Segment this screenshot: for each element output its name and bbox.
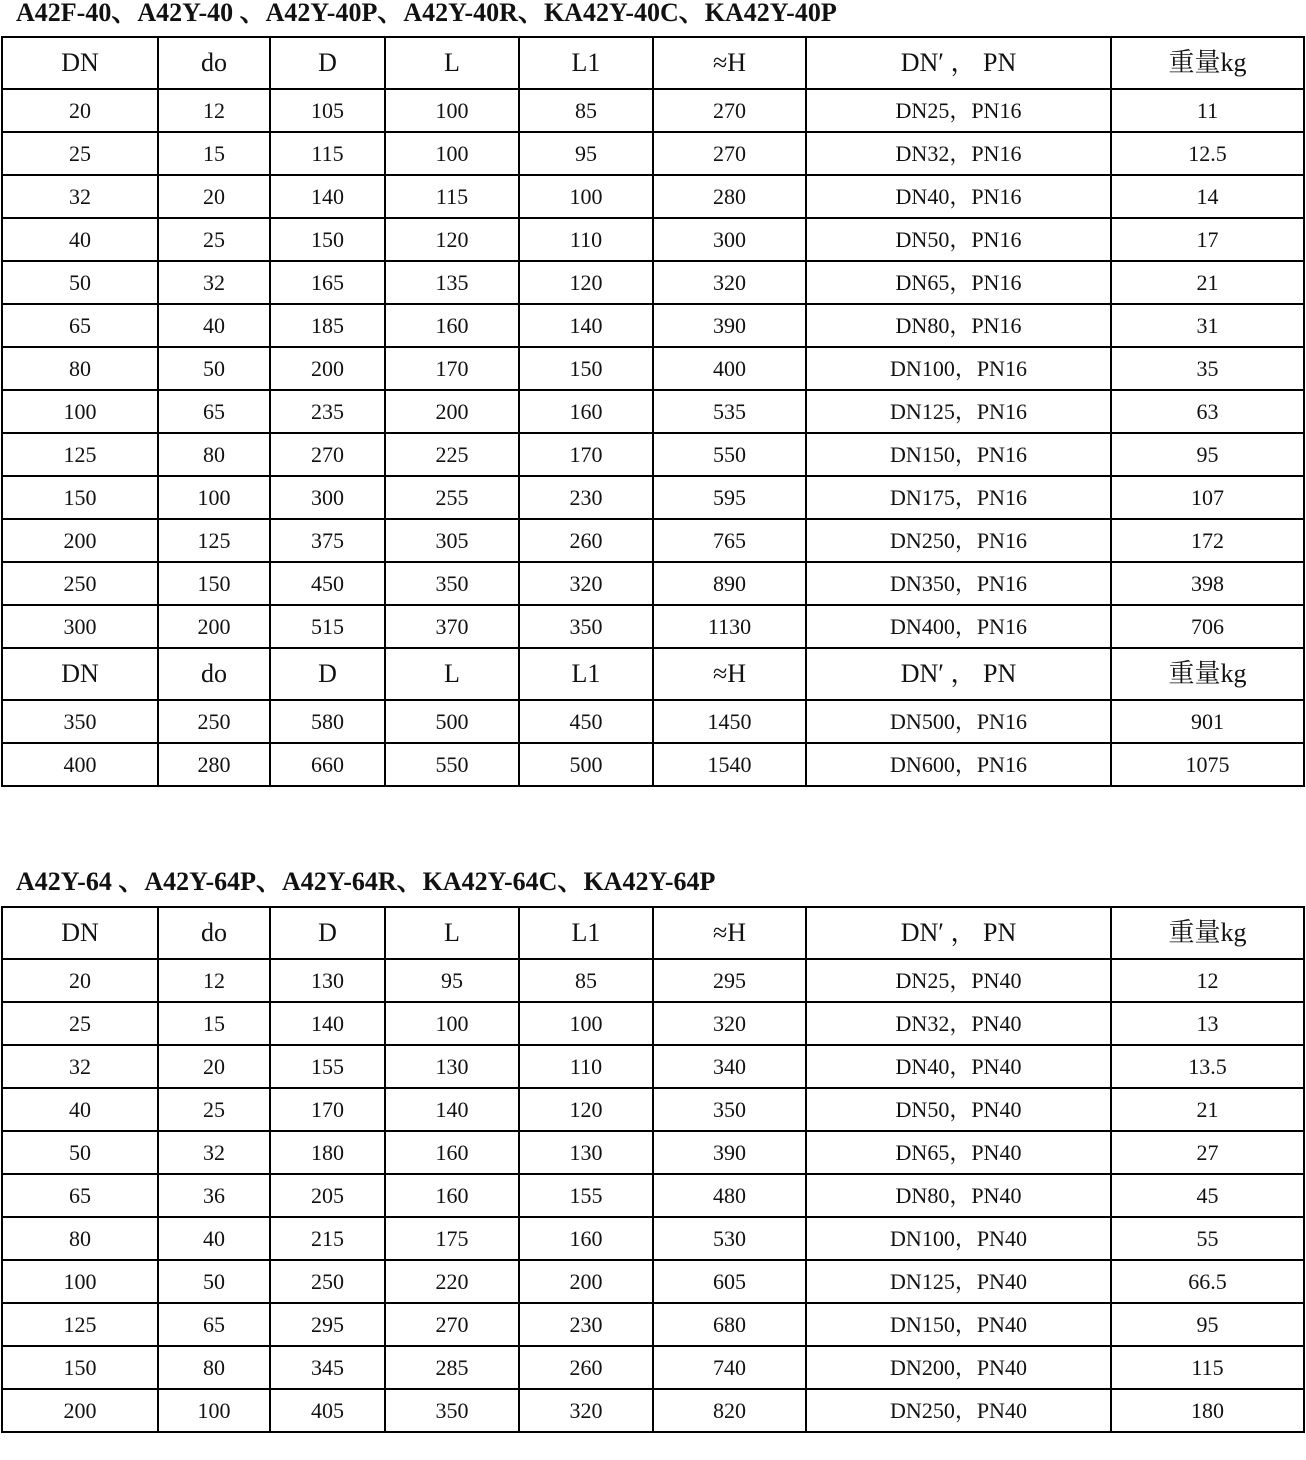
cell-l: 170 [385, 347, 519, 390]
cell-d: 250 [270, 1260, 385, 1303]
cell-connection: DN80，PN40 [806, 1174, 1111, 1217]
cell-dn: 20 [2, 959, 158, 1002]
header-cell-do: do [158, 37, 270, 89]
cell-weight: 21 [1111, 261, 1304, 304]
cell-l: 220 [385, 1260, 519, 1303]
cell-do: 12 [158, 89, 270, 132]
header-cell-h: ≈H [653, 648, 806, 700]
cell-do: 80 [158, 1346, 270, 1389]
header-cell-weight: 重量kg [1111, 37, 1304, 89]
cell-l1: 260 [519, 519, 653, 562]
cell-connection: DN600，PN16 [806, 743, 1111, 786]
cell-connection: DN80，PN16 [806, 304, 1111, 347]
cell-l1: 85 [519, 89, 653, 132]
cell-do: 32 [158, 1131, 270, 1174]
cell-d: 515 [270, 605, 385, 648]
cell-l: 160 [385, 304, 519, 347]
cell-h: 535 [653, 390, 806, 433]
cell-dn: 100 [2, 390, 158, 433]
cell-l: 350 [385, 562, 519, 605]
cell-connection: DN40，PN40 [806, 1045, 1111, 1088]
cell-d: 270 [270, 433, 385, 476]
header-cell-l: L [385, 648, 519, 700]
cell-d: 105 [270, 89, 385, 132]
cell-l: 350 [385, 1389, 519, 1432]
table-row [2, 1346, 1304, 1389]
cell-connection: DN200，PN40 [806, 1346, 1111, 1389]
cell-weight: 172 [1111, 519, 1304, 562]
cell-connection: DN250，PN16 [806, 519, 1111, 562]
header-cell-connection: DN′ ， PN [806, 648, 1111, 700]
cell-l: 225 [385, 433, 519, 476]
cell-d: 295 [270, 1303, 385, 1346]
cell-l: 130 [385, 1045, 519, 1088]
cell-h: 390 [653, 1131, 806, 1174]
cell-h: 550 [653, 433, 806, 476]
cell-h: 390 [653, 304, 806, 347]
cell-connection: DN500，PN16 [806, 700, 1111, 743]
cell-l: 95 [385, 959, 519, 1002]
cell-l1: 110 [519, 218, 653, 261]
cell-do: 250 [158, 700, 270, 743]
cell-d: 235 [270, 390, 385, 433]
table-row [2, 1260, 1304, 1303]
table-row [2, 175, 1304, 218]
cell-d: 165 [270, 261, 385, 304]
cell-dn: 150 [2, 1346, 158, 1389]
cell-do: 65 [158, 1303, 270, 1346]
cell-weight: 901 [1111, 700, 1304, 743]
cell-l: 270 [385, 1303, 519, 1346]
spec-table-pn64 [1, 906, 1305, 1433]
cell-connection: DN150，PN16 [806, 433, 1111, 476]
header-cell-l1: L1 [519, 648, 653, 700]
cell-l: 100 [385, 1002, 519, 1045]
table-header-row [2, 907, 1304, 959]
cell-do: 40 [158, 304, 270, 347]
table-row [2, 1131, 1304, 1174]
cell-weight: 21 [1111, 1088, 1304, 1131]
cell-weight: 35 [1111, 347, 1304, 390]
cell-do: 280 [158, 743, 270, 786]
header-cell-dn: DN [2, 37, 158, 89]
cell-l1: 230 [519, 476, 653, 519]
table-row [2, 390, 1304, 433]
cell-do: 20 [158, 175, 270, 218]
cell-l: 255 [385, 476, 519, 519]
cell-do: 100 [158, 476, 270, 519]
header-cell-weight: 重量kg [1111, 648, 1304, 700]
cell-l: 305 [385, 519, 519, 562]
cell-dn: 100 [2, 1260, 158, 1303]
cell-d: 155 [270, 1045, 385, 1088]
cell-d: 580 [270, 700, 385, 743]
cell-weight: 17 [1111, 218, 1304, 261]
cell-weight: 45 [1111, 1174, 1304, 1217]
cell-h: 530 [653, 1217, 806, 1260]
cell-h: 595 [653, 476, 806, 519]
cell-do: 200 [158, 605, 270, 648]
cell-do: 150 [158, 562, 270, 605]
cell-l1: 350 [519, 605, 653, 648]
cell-d: 170 [270, 1088, 385, 1131]
cell-h: 340 [653, 1045, 806, 1088]
cell-l: 100 [385, 89, 519, 132]
cell-weight: 115 [1111, 1346, 1304, 1389]
cell-dn: 80 [2, 1217, 158, 1260]
cell-l1: 170 [519, 433, 653, 476]
cell-weight: 14 [1111, 175, 1304, 218]
cell-h: 295 [653, 959, 806, 1002]
cell-l: 100 [385, 132, 519, 175]
cell-l1: 450 [519, 700, 653, 743]
cell-h: 740 [653, 1346, 806, 1389]
cell-do: 100 [158, 1389, 270, 1432]
header-cell-d: D [270, 648, 385, 700]
header-cell-l1: L1 [519, 907, 653, 959]
table-row [2, 89, 1304, 132]
cell-d: 450 [270, 562, 385, 605]
cell-h: 1540 [653, 743, 806, 786]
cell-d: 200 [270, 347, 385, 390]
cell-l: 140 [385, 1088, 519, 1131]
table-row [2, 1002, 1304, 1045]
cell-l1: 100 [519, 1002, 653, 1045]
header-cell-connection: DN′ ， PN [806, 907, 1111, 959]
cell-do: 12 [158, 959, 270, 1002]
cell-l1: 150 [519, 347, 653, 390]
cell-weight: 180 [1111, 1389, 1304, 1432]
table-row [2, 433, 1304, 476]
cell-d: 115 [270, 132, 385, 175]
cell-h: 270 [653, 89, 806, 132]
cell-connection: DN400，PN16 [806, 605, 1111, 648]
cell-dn: 20 [2, 89, 158, 132]
cell-l: 500 [385, 700, 519, 743]
cell-connection: DN100，PN40 [806, 1217, 1111, 1260]
cell-connection: DN350，PN16 [806, 562, 1111, 605]
cell-connection: DN250，PN40 [806, 1389, 1111, 1432]
header-cell-dn: DN [2, 907, 158, 959]
cell-l: 115 [385, 175, 519, 218]
cell-d: 375 [270, 519, 385, 562]
cell-do: 65 [158, 390, 270, 433]
cell-d: 300 [270, 476, 385, 519]
cell-d: 185 [270, 304, 385, 347]
cell-l1: 320 [519, 1389, 653, 1432]
section-title-pn40: A42F-40、A42Y-40 、A42Y-40P、A42Y-40R、KA42Y-40C、KA42Y-40P [16, 0, 837, 27]
table-row [2, 1303, 1304, 1346]
table-row [2, 1088, 1304, 1131]
cell-dn: 65 [2, 304, 158, 347]
cell-d: 150 [270, 218, 385, 261]
cell-l: 370 [385, 605, 519, 648]
cell-l1: 260 [519, 1346, 653, 1389]
cell-dn: 200 [2, 519, 158, 562]
cell-dn: 32 [2, 1045, 158, 1088]
cell-dn: 150 [2, 476, 158, 519]
cell-weight: 107 [1111, 476, 1304, 519]
cell-do: 36 [158, 1174, 270, 1217]
table-row [2, 1174, 1304, 1217]
cell-h: 1130 [653, 605, 806, 648]
cell-l: 135 [385, 261, 519, 304]
header-cell-connection: DN′ ， PN [806, 37, 1111, 89]
cell-do: 40 [158, 1217, 270, 1260]
cell-l: 200 [385, 390, 519, 433]
cell-l: 120 [385, 218, 519, 261]
table-row [2, 700, 1304, 743]
header-cell-l1: L1 [519, 37, 653, 89]
table-row [2, 1217, 1304, 1260]
cell-weight: 95 [1111, 433, 1304, 476]
cell-do: 80 [158, 433, 270, 476]
table-row [2, 132, 1304, 175]
cell-l: 550 [385, 743, 519, 786]
table-row [2, 959, 1304, 1002]
table-row [2, 605, 1304, 648]
cell-l1: 120 [519, 1088, 653, 1131]
cell-l1: 95 [519, 132, 653, 175]
cell-l1: 110 [519, 1045, 653, 1088]
cell-weight: 55 [1111, 1217, 1304, 1260]
cell-l: 160 [385, 1174, 519, 1217]
cell-connection: DN32，PN40 [806, 1002, 1111, 1045]
cell-l: 160 [385, 1131, 519, 1174]
cell-dn: 50 [2, 261, 158, 304]
cell-do: 25 [158, 218, 270, 261]
cell-d: 205 [270, 1174, 385, 1217]
header-cell-h: ≈H [653, 907, 806, 959]
cell-dn: 25 [2, 1002, 158, 1045]
cell-h: 300 [653, 218, 806, 261]
cell-connection: DN50，PN16 [806, 218, 1111, 261]
table-row [2, 743, 1304, 786]
cell-l1: 500 [519, 743, 653, 786]
cell-h: 320 [653, 1002, 806, 1045]
table-row [2, 1045, 1304, 1088]
header-cell-weight: 重量kg [1111, 907, 1304, 959]
cell-l1: 200 [519, 1260, 653, 1303]
cell-weight: 706 [1111, 605, 1304, 648]
cell-dn: 65 [2, 1174, 158, 1217]
cell-weight: 63 [1111, 390, 1304, 433]
cell-weight: 27 [1111, 1131, 1304, 1174]
header-cell-do: do [158, 907, 270, 959]
cell-l1: 320 [519, 562, 653, 605]
cell-l1: 160 [519, 390, 653, 433]
header-cell-d: D [270, 907, 385, 959]
cell-h: 890 [653, 562, 806, 605]
header-cell-l: L [385, 37, 519, 89]
cell-d: 140 [270, 175, 385, 218]
cell-l: 175 [385, 1217, 519, 1260]
cell-do: 50 [158, 1260, 270, 1303]
cell-h: 270 [653, 132, 806, 175]
cell-weight: 12.5 [1111, 132, 1304, 175]
header-cell-dn: DN [2, 648, 158, 700]
cell-connection: DN32，PN16 [806, 132, 1111, 175]
cell-h: 1450 [653, 700, 806, 743]
cell-h: 820 [653, 1389, 806, 1432]
header-cell-l: L [385, 907, 519, 959]
cell-weight: 13 [1111, 1002, 1304, 1045]
cell-d: 180 [270, 1131, 385, 1174]
cell-dn: 200 [2, 1389, 158, 1432]
cell-h: 350 [653, 1088, 806, 1131]
cell-l1: 230 [519, 1303, 653, 1346]
cell-weight: 398 [1111, 562, 1304, 605]
table-row [2, 1389, 1304, 1432]
cell-weight: 1075 [1111, 743, 1304, 786]
cell-do: 25 [158, 1088, 270, 1131]
cell-h: 480 [653, 1174, 806, 1217]
table-row [2, 261, 1304, 304]
cell-d: 345 [270, 1346, 385, 1389]
cell-connection: DN150，PN40 [806, 1303, 1111, 1346]
cell-dn: 125 [2, 1303, 158, 1346]
cell-do: 15 [158, 132, 270, 175]
cell-weight: 11 [1111, 89, 1304, 132]
header-cell-do: do [158, 648, 270, 700]
cell-connection: DN25，PN16 [806, 89, 1111, 132]
table-row [2, 304, 1304, 347]
cell-do: 125 [158, 519, 270, 562]
cell-dn: 400 [2, 743, 158, 786]
cell-l1: 155 [519, 1174, 653, 1217]
cell-dn: 40 [2, 218, 158, 261]
cell-do: 32 [158, 261, 270, 304]
cell-do: 20 [158, 1045, 270, 1088]
table-row [2, 519, 1304, 562]
cell-l: 285 [385, 1346, 519, 1389]
cell-l1: 85 [519, 959, 653, 1002]
cell-h: 320 [653, 261, 806, 304]
cell-connection: DN65，PN40 [806, 1131, 1111, 1174]
table-row [2, 476, 1304, 519]
cell-d: 130 [270, 959, 385, 1002]
cell-connection: DN125，PN16 [806, 390, 1111, 433]
cell-do: 15 [158, 1002, 270, 1045]
header-cell-d: D [270, 37, 385, 89]
cell-dn: 25 [2, 132, 158, 175]
cell-dn: 125 [2, 433, 158, 476]
cell-l1: 100 [519, 175, 653, 218]
table-header-row [2, 37, 1304, 89]
cell-l1: 130 [519, 1131, 653, 1174]
cell-weight: 95 [1111, 1303, 1304, 1346]
cell-weight: 12 [1111, 959, 1304, 1002]
cell-weight: 13.5 [1111, 1045, 1304, 1088]
cell-d: 140 [270, 1002, 385, 1045]
cell-connection: DN125，PN40 [806, 1260, 1111, 1303]
table-row [2, 562, 1304, 605]
cell-dn: 80 [2, 347, 158, 390]
cell-l1: 160 [519, 1217, 653, 1260]
spec-table-pn40 [1, 36, 1305, 787]
cell-connection: DN25，PN40 [806, 959, 1111, 1002]
table-row [2, 218, 1304, 261]
cell-h: 280 [653, 175, 806, 218]
cell-connection: DN50，PN40 [806, 1088, 1111, 1131]
cell-weight: 66.5 [1111, 1260, 1304, 1303]
cell-weight: 31 [1111, 304, 1304, 347]
header-cell-h: ≈H [653, 37, 806, 89]
cell-dn: 32 [2, 175, 158, 218]
cell-h: 605 [653, 1260, 806, 1303]
cell-d: 405 [270, 1389, 385, 1432]
cell-h: 765 [653, 519, 806, 562]
table-header-row [2, 648, 1304, 700]
cell-connection: DN65，PN16 [806, 261, 1111, 304]
cell-l1: 140 [519, 304, 653, 347]
cell-connection: DN175，PN16 [806, 476, 1111, 519]
cell-connection: DN100，PN16 [806, 347, 1111, 390]
cell-dn: 250 [2, 562, 158, 605]
cell-dn: 50 [2, 1131, 158, 1174]
cell-d: 215 [270, 1217, 385, 1260]
cell-l1: 120 [519, 261, 653, 304]
table-row [2, 347, 1304, 390]
cell-h: 680 [653, 1303, 806, 1346]
cell-d: 660 [270, 743, 385, 786]
section-title-pn64: A42Y-64 、A42Y-64P、A42Y-64R、KA42Y-64C、KA42Y-64P [16, 867, 716, 896]
cell-dn: 350 [2, 700, 158, 743]
cell-h: 400 [653, 347, 806, 390]
cell-connection: DN40，PN16 [806, 175, 1111, 218]
cell-dn: 300 [2, 605, 158, 648]
cell-do: 50 [158, 347, 270, 390]
cell-dn: 40 [2, 1088, 158, 1131]
